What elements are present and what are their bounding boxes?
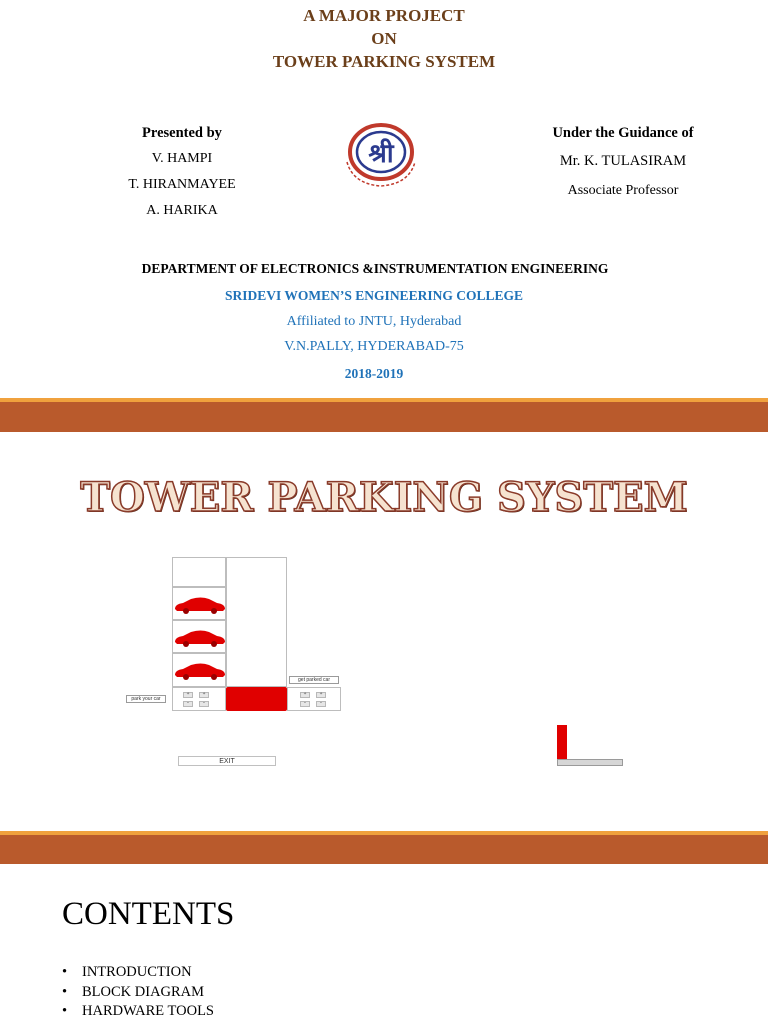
contents-item: • INTRODUCTION [62, 964, 192, 980]
parking-slot [172, 557, 226, 587]
park-controls [172, 687, 226, 711]
parked-car [173, 628, 227, 648]
down-button[interactable]: - [183, 701, 193, 707]
lift-platform [226, 687, 287, 711]
college-logo [333, 114, 429, 194]
get-controls [287, 687, 341, 711]
address: V.N.PALLY, HYDERABAD-75 [284, 339, 464, 354]
lift-shaft [226, 557, 287, 687]
title-line-3: TOWER PARKING SYSTEM [272, 52, 496, 71]
parking-slot [172, 620, 226, 653]
guide-designation: Associate Professor [567, 183, 679, 198]
contents-title: CONTENTS [62, 896, 235, 932]
presented-by-block [82, 124, 282, 220]
park-car-button[interactable]: park your car [126, 695, 166, 703]
contents-item: • HARDWARE TOOLS [62, 1003, 214, 1019]
affiliation: Affiliated to JNTU, Hyderabad [286, 314, 462, 329]
academic-year: 2018-2019 [344, 366, 404, 381]
parking-gui [120, 550, 640, 780]
student-name: A. HARIKA [146, 203, 218, 218]
slide-divider [0, 835, 768, 864]
contents-item: • BLOCK DIAGRAM [62, 984, 205, 1000]
exit-button[interactable]: EXIT [178, 756, 276, 766]
ground-platform [557, 759, 623, 766]
student-name: V. HAMPI [151, 151, 213, 166]
student-name: T. HIRANMAYEE [128, 177, 236, 192]
down-button[interactable]: - [316, 701, 326, 707]
guide-name: Mr. K. TULASIRAM [559, 153, 687, 169]
presented-by-heading: Presented by [142, 125, 222, 141]
parking-slot [172, 587, 226, 620]
up-button[interactable]: + [300, 692, 310, 698]
down-button[interactable]: - [300, 701, 310, 707]
logo-glyph: श्री [368, 139, 394, 169]
parking-slot [172, 653, 226, 687]
slide-divider [0, 402, 768, 432]
up-button[interactable]: + [316, 692, 326, 698]
slide-title: TOWER PARKING SYSTEM [80, 474, 688, 521]
parked-car [173, 661, 227, 681]
college-name: SRIDEVI WOMEN’S ENGINEERING COLLEGE [225, 288, 523, 303]
up-button[interactable]: + [183, 692, 193, 698]
up-button[interactable]: + [199, 692, 209, 698]
car-indicator [557, 725, 567, 759]
parked-car [173, 595, 227, 615]
get-car-button[interactable]: get parked car [289, 676, 339, 684]
guidance-heading: Under the Guidance of [552, 125, 694, 141]
guidance-block [520, 124, 726, 200]
title-line-2: ON [371, 29, 397, 48]
department-name: DEPARTMENT OF ELECTRONICS &INSTRUMENTATION ENGINEERING [141, 261, 609, 276]
down-button[interactable]: - [199, 701, 209, 707]
title-line-1: A MAJOR PROJECT [303, 6, 465, 25]
